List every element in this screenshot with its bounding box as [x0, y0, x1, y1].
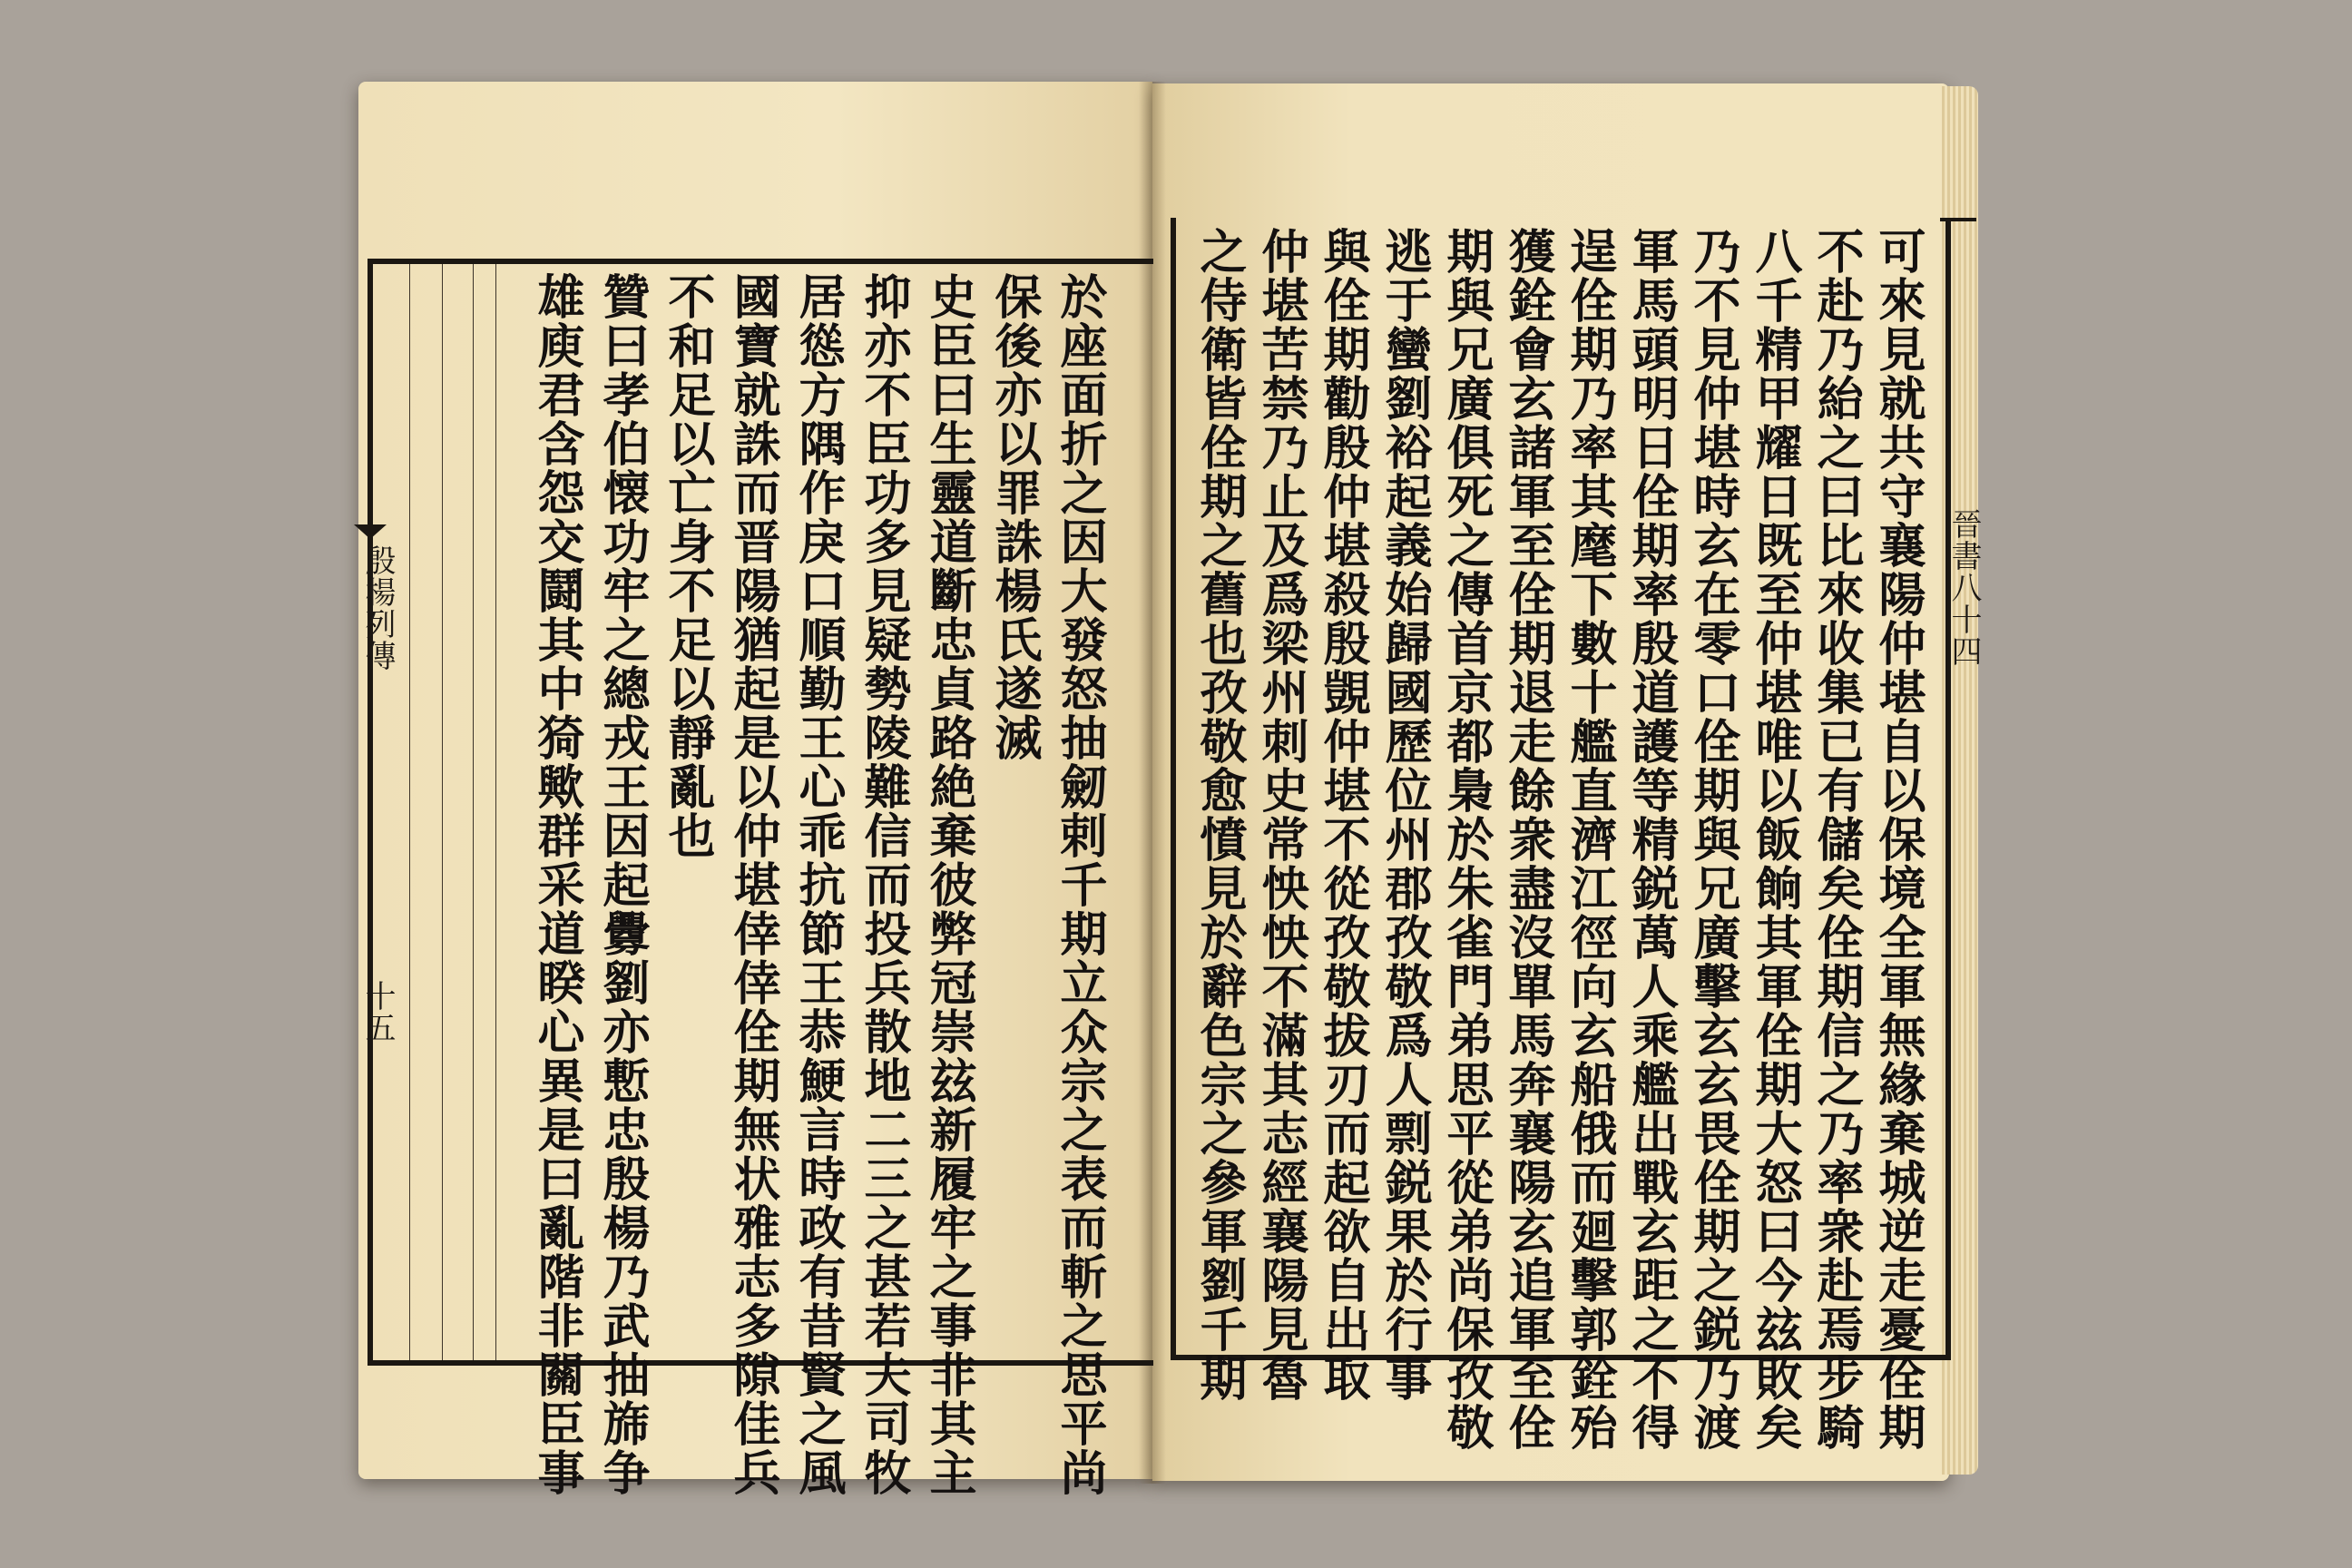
text-column: 不赴乃紿之曰比來收集已有儲矣佺期信之乃率衆赴焉步騎 — [1808, 227, 1864, 1452]
left-margin-folio: 十五 — [359, 980, 396, 1044]
text-column: 逃于蠻劉裕起義始歸國歷位州郡孜敬爲人剽鋭果於行事 — [1377, 227, 1432, 1403]
text-column: 八千精甲耀日既至仲堪唯以飯餉其軍佺期大怒曰今玆敗矣 — [1747, 227, 1802, 1452]
margin-rule — [442, 264, 443, 1360]
left-margin-label: 殷楊列傳 — [359, 544, 396, 671]
text-column: 居慫方隅作戾口順勤王心乖抗節王恭鯁言時政有昔賢之風 — [790, 272, 846, 1497]
top-rule — [1940, 218, 1976, 221]
margin-rule — [473, 264, 474, 1360]
text-column: 之侍衛皆佺期之舊也孜敬愈憤見於辭色宗之參軍劉千期 — [1191, 227, 1247, 1403]
text-column: 與佺期勸殷仲堪殺殷覬仲堪不從孜敬拔刃而起欲自出取 — [1315, 227, 1370, 1403]
left-border-rule — [1171, 290, 1176, 799]
text-column: 軍馬頭明日佺期率殷道護等精鋭萬人乘艦出戰玄距之不得 — [1623, 227, 1679, 1452]
text-column: 逞佺期乃率其麾下數十艦直濟江徑向玄船俄而廻擊郭銓殆 — [1562, 227, 1617, 1452]
text-column: 保後亦以罪誅楊氏遂滅 — [986, 272, 1042, 762]
text-column: 可來見就共守襄陽仲堪自以保境全軍無緣棄城逆走憂佺期 — [1870, 227, 1926, 1452]
text-column: 國寶就誅而晋陽猶起是以仲堪倖倖佺期無状雅志多隙佳兵 — [725, 272, 780, 1497]
margin-rule — [409, 264, 410, 1360]
text-column: 史臣曰生靈道斷忠貞路絶棄彼弊冠崇玆新履牢之事非其主 — [921, 272, 976, 1497]
text-column: 贊曰孝伯懐功牢之總戎王因起釁劉亦慙忠殷楊乃武抽旆争 — [594, 272, 650, 1497]
text-column: 抑亦不臣功多見疑勢陵難信而投兵散地二三之甚若夫司牧 — [856, 272, 911, 1497]
text-column: 期與兄廣俱死之傳首京都梟於朱雀門弟思平從弟尚保孜敬 — [1438, 227, 1494, 1452]
fish-tail-mark — [354, 524, 387, 539]
text-column: 雄庾君含怨交鬪其中猗歟群采道睽心異是曰亂階非關臣事 — [529, 272, 584, 1497]
text-column: 乃不見仲堪時玄在零口佺期與兄廣擊玄玄畏佺期之鋭乃渡 — [1685, 227, 1740, 1452]
text-column: 不和足以亡身不足以靜亂也 — [660, 272, 715, 860]
text-column: 於座面折之因大發怒抽劒剌千期立众宗之表而斬之思平尚 — [1052, 272, 1107, 1497]
right-margin-label: 晉書八十四 — [1945, 508, 1982, 667]
text-column: 仲堪苦禁乃止及爲梁州刺史常怏怏不滿其志經襄陽見魯 — [1253, 227, 1308, 1403]
left-border-rule — [1171, 871, 1176, 1357]
text-column: 獲銓會玄諸軍至佺期退走餘衆盡沒單馬奔襄陽玄追軍至佺 — [1500, 227, 1555, 1452]
margin-rule — [495, 264, 496, 1360]
